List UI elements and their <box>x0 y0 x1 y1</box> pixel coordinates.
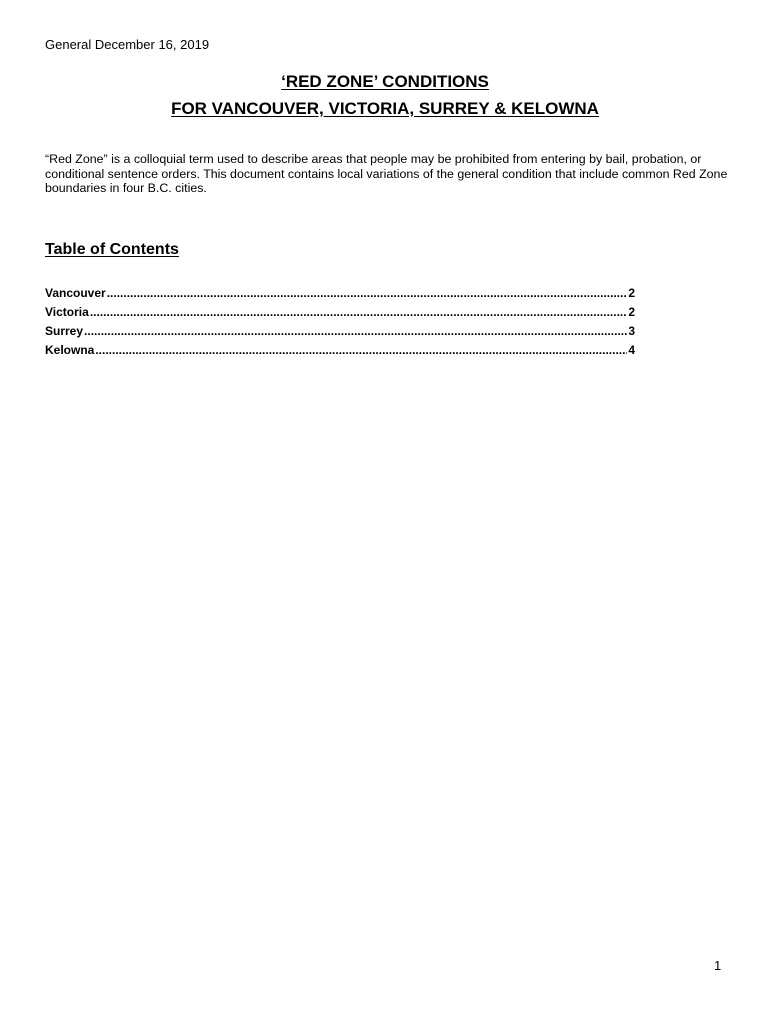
toc-entry-label: Vancouver <box>45 286 106 300</box>
toc-entry-page: 4 <box>628 343 635 357</box>
toc-dot-leader <box>107 284 628 303</box>
toc-heading: Table of Contents <box>45 241 179 258</box>
document-title-line-2: FOR VANCOUVER, VICTORIA, SURREY & KELOWNA <box>171 99 599 118</box>
toc-entry-label: Victoria <box>45 305 89 319</box>
toc-entry-kelowna[interactable] <box>45 341 635 360</box>
toc-dot-leader <box>84 322 627 341</box>
toc-entry-vancouver[interactable] <box>45 284 635 303</box>
table-of-contents <box>45 284 635 360</box>
toc-entry-label: Kelowna <box>45 343 95 357</box>
intro-paragraph: “Red Zone” is a colloquial term used to describe areas that people may be prohibited from entering by bail, probation, or conditional sentence orders. This document contains local variations of the general condition that include common Red Zone boundaries in four B.C. cities. <box>45 152 728 195</box>
toc-entry-page: 3 <box>628 324 635 338</box>
toc-entry-surrey[interactable] <box>45 322 635 341</box>
toc-entry-page: 2 <box>628 305 635 319</box>
document-title-line-1: ‘RED ZONE’ CONDITIONS <box>281 72 489 91</box>
toc-entry-page: 2 <box>628 286 635 300</box>
document-header: General December 16, 2019 <box>45 37 210 52</box>
toc-entry-victoria[interactable] <box>45 303 635 322</box>
page-number: 1 <box>714 958 722 973</box>
toc-dot-leader <box>90 303 628 322</box>
toc-dot-leader <box>95 341 627 360</box>
toc-entry-label: Surrey <box>45 324 84 338</box>
